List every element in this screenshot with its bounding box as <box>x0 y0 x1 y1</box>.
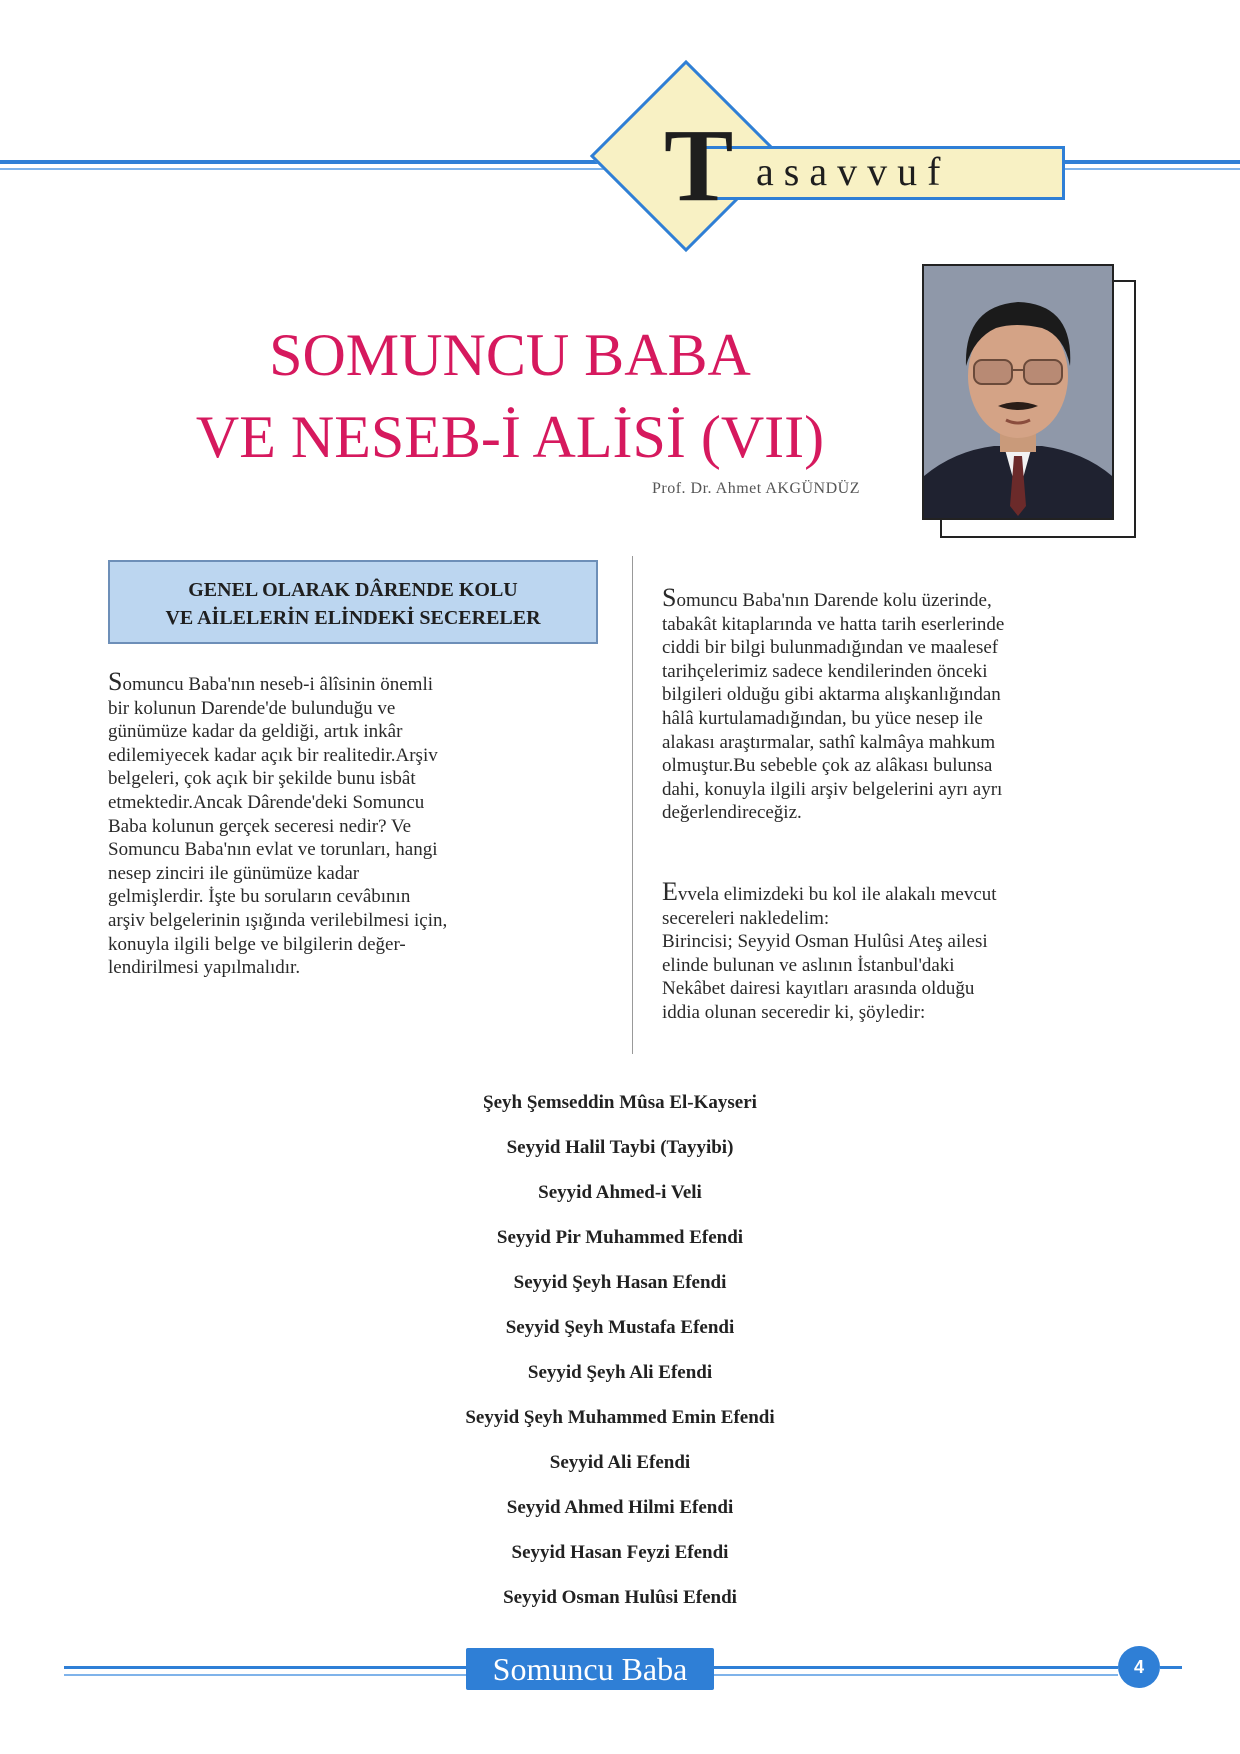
paragraph-line <box>662 977 1118 1001</box>
paragraph-line-text: Birincisi; Seyyid Osman Hulûsi Ateş ailesi <box>662 931 988 953</box>
paragraph-line-text: elinde bulunan ve aslının İstanbul'daki <box>662 954 955 976</box>
paragraph-line-text: arşiv belgelerinin ışığında verilebilmesi için, <box>108 909 448 931</box>
paragraph-line-text: nesep zinciri ile günümüze kadar <box>108 862 360 884</box>
header-rule-right <box>1062 160 1240 164</box>
lineage-list <box>300 1088 940 1628</box>
paragraph-initial: S <box>108 667 123 696</box>
title-line-1: SOMUNCU BABA <box>269 322 751 388</box>
footer-rule-right <box>714 1666 1118 1669</box>
lineage-item: Seyyid Şeyh Ali Efendi <box>527 1362 713 1383</box>
paragraph-line <box>108 767 600 791</box>
paragraph-line <box>662 731 1118 755</box>
lineage-item: Seyyid Pir Muhammed Efendi <box>496 1227 744 1248</box>
paragraph-line <box>108 838 600 862</box>
article-title <box>150 314 870 478</box>
paragraph-line-text: günümüze kadar da geldiği, artık inkâr <box>108 721 403 743</box>
paragraph-line <box>662 636 1118 660</box>
magazine-name: Somuncu Baba <box>466 1648 714 1690</box>
paragraph-line <box>662 613 1118 637</box>
section-heading-box <box>108 560 598 644</box>
paragraph-line-text: omuncu Baba'nın neseb-i âlîsinin önemli <box>122 674 433 695</box>
paragraph-line <box>662 754 1118 778</box>
paragraph-line <box>108 815 600 839</box>
paragraph-line-text: belgeleri, çok açık bir şekilde bunu isbât <box>108 768 416 790</box>
paragraph-line <box>662 778 1118 802</box>
footer-rule-right-thin <box>714 1674 1118 1676</box>
footer-rule-left <box>64 1666 466 1669</box>
paragraph-line <box>108 697 600 721</box>
lineage-item: Seyyid Şeyh Hasan Efendi <box>513 1272 727 1293</box>
lineage-item: Seyyid Osman Hulûsi Efendi <box>503 1587 737 1608</box>
paragraph-line <box>662 930 1118 954</box>
paragraph-line-text: konuyla ilgili belge ve bilgilerin değer- <box>108 933 406 955</box>
section-heading-line-2: VE AİLELERİN ELİNDEKİ SECERELER <box>165 607 541 629</box>
paragraph-line <box>108 885 600 909</box>
section-name: asavvuf <box>756 149 951 194</box>
paragraph-initial: S <box>662 583 677 612</box>
paragraph-line-text: alakası araştırmalar, sathî kalmâya mahkum <box>662 731 996 753</box>
paragraph-line <box>108 720 600 744</box>
paragraph-line-text: bir kolunun Darende'de bulunduğu ve <box>108 697 396 719</box>
paragraph-line <box>662 660 1118 684</box>
paragraph-line-text: edilemiyecek kadar açık bir realitedir.Arşiv <box>108 744 438 766</box>
lineage-item: Seyyid Şeyh Muhammed Emin Efendi <box>465 1407 775 1428</box>
paragraph-line-text: tarihçelerimiz sadece kendilerinden önceki <box>662 660 988 682</box>
lineage-item: Seyyid Ahmed Hilmi Efendi <box>506 1497 734 1518</box>
author-portrait-icon <box>922 264 1114 520</box>
page-number: 4 <box>1118 1646 1160 1688</box>
paragraph-line-text: bilgileri olduğu gibi aktarma alışkanlığından <box>662 684 1001 706</box>
paragraph-line <box>108 933 600 957</box>
paragraph-line <box>108 909 600 933</box>
paragraph-line-text: lendirilmesi yapılmalıdır. <box>108 957 301 979</box>
paragraph-line <box>662 907 1118 931</box>
paragraph-line-text: vvela elimizdeki bu kol ile alakalı mevcut <box>677 884 997 905</box>
paragraph-line <box>662 954 1118 978</box>
left-paragraph <box>108 667 600 980</box>
paragraph-line <box>662 1001 1118 1025</box>
paragraph-line <box>662 683 1118 707</box>
column-divider <box>632 556 633 1054</box>
paragraph-line-text: değerlendireceğiz. <box>662 802 802 824</box>
portrait-svg <box>924 266 1112 518</box>
paragraph-line-text: tabakât kitaplarında ve hatta tarih eserlerinde <box>662 613 1005 635</box>
lineage-item: Seyyid Ahmed-i Veli <box>538 1182 702 1203</box>
paragraph-line-text: ciddi bir bilgi bulunmadığından ve maalesef <box>662 637 999 659</box>
paragraph-line <box>108 791 600 815</box>
paragraph-line-text: etmektedir.Ancak Dârende'deki Somuncu <box>108 791 425 813</box>
paragraph-line-text: olmuştur.Bu sebeble çok az alâkası bulunsa <box>662 755 993 777</box>
lineage-item: Şeyh Şemseddin Mûsa El-Kayseri <box>483 1092 757 1113</box>
paragraph-line-text: iddia olunan seceredir ki, şöyledir: <box>662 1001 926 1023</box>
footer-rule-left-thin <box>64 1674 466 1676</box>
header-rule-left <box>0 160 640 164</box>
paragraph-line-text: secereleri nakledelim: <box>662 907 830 929</box>
header-rule-right-thin <box>1062 168 1240 170</box>
lineage-item: Seyyid Hasan Feyzi Efendi <box>511 1542 729 1563</box>
paragraph-line-text: Nekâbet dairesi kayıtları arasında olduğu <box>662 978 975 1000</box>
author-name: Prof. Dr. Ahmet AKGÜNDÜZ <box>652 480 860 497</box>
paragraph-initial: E <box>662 877 678 906</box>
paragraph-line <box>108 862 600 886</box>
paragraph-line <box>662 801 1118 825</box>
paragraph-line <box>662 583 1118 613</box>
lineage-item: Seyyid Şeyh Mustafa Efendi <box>505 1317 735 1338</box>
paragraph-line-text: dahi, konuyla ilgili arşiv belgelerini ayrı ayrı <box>662 778 1003 800</box>
paragraph-line-text: Somuncu Baba'nın evlat ve torunları, hangi <box>108 839 438 861</box>
footer-rule-end <box>1160 1666 1182 1669</box>
paragraph-line <box>108 956 600 980</box>
paragraph-line-text: Baba kolunun gerçek seceresi nedir? Ve <box>108 815 411 837</box>
right-paragraph-2 <box>662 877 1118 1025</box>
paragraph-line <box>108 667 600 697</box>
lineage-item: Seyyid Ali Efendi <box>549 1452 691 1473</box>
paragraph-line-text: hâlâ kurtulamadığından, bu yüce nesep ile <box>662 707 983 729</box>
paragraph-line <box>662 707 1118 731</box>
right-paragraph-1 <box>662 583 1118 825</box>
section-heading-line-1: GENEL OLARAK DÂRENDE KOLU <box>188 579 518 601</box>
lineage-item: Seyyid Halil Taybi (Tayyibi) <box>506 1137 734 1158</box>
paragraph-line <box>662 877 1118 907</box>
paragraph-line <box>108 744 600 768</box>
paragraph-line-text: gelmişlerdir. İşte bu soruların cevâbının <box>108 886 411 908</box>
title-line-2: VE NESEB-İ ALİSİ (VII) <box>195 404 825 470</box>
section-initial: T <box>664 108 734 223</box>
header-rule-left-thin <box>0 168 640 170</box>
paragraph-line-text: omuncu Baba'nın Darende kolu üzerinde, <box>676 590 992 611</box>
